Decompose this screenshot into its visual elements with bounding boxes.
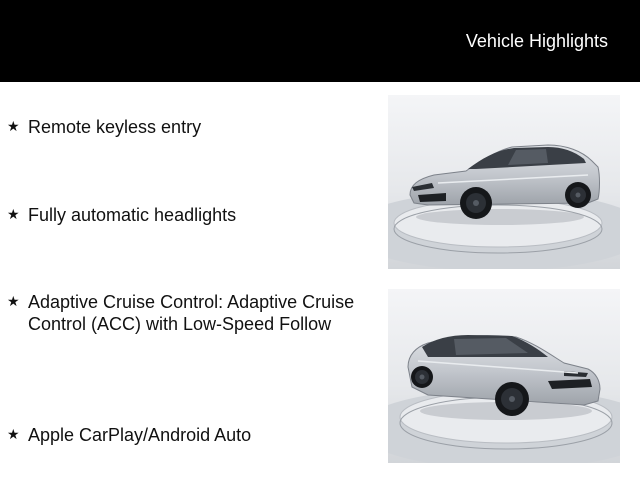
header-title: Vehicle Highlights (465, 31, 608, 51)
feature-text: Apple CarPlay/Android Auto (28, 425, 252, 445)
feature-text: Adaptive Cruise Control: Adaptive Cruise Control (ACC) with Low-Speed Follow (28, 292, 355, 334)
feature-text: Remote keyless entry (28, 117, 202, 137)
vehicle-photo-front (388, 95, 620, 269)
star-icon: ★ (7, 427, 20, 443)
star-icon: ★ (7, 207, 20, 223)
star-icon: ★ (7, 294, 20, 310)
header-bar (0, 0, 640, 82)
vehicle-photo-rear (388, 289, 620, 463)
star-icon: ★ (7, 119, 20, 135)
feature-text: Fully automatic headlights (28, 205, 237, 225)
